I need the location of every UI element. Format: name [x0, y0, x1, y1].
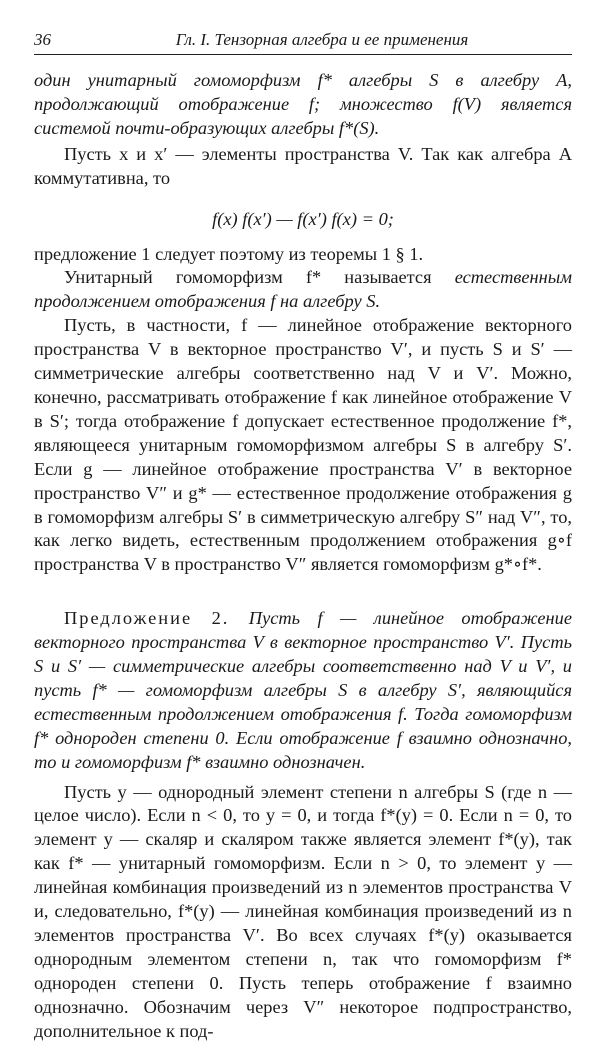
paragraph-proof: Пусть y — однородный элемент степени n алгебры S (где n — целое число). Если n < 0, то y = 0, и тогда f*(y) = 0. Если n = 0, то элемент y — скаляр и скаляром также является элемент f*(y), так как f* — унитарный гомоморфизм. Если n > 0, то элемент y — линейная комбинация произведений из n элементов пространства V и, следовательно, f*(y) — линейная комбинация произведений из n элементов пространства V′. Во всех случаях f*(y) оказывается однородным элементом степени n, так что гомоморфизм f* однороден степени 0. Пусть теперь отображение f взаимно однозначно. Обозначим через V″ некоторое подпространство, дополнительное к под- — [34, 781, 572, 1041]
page-number: 36 — [34, 30, 51, 49]
formula: f(x) f(x′) — f(x′) f(x) = 0; — [212, 208, 394, 229]
paragraph-4: Унитарный гомоморфизм f* называется естественным продолжением отображения f на алгебру S. — [34, 267, 572, 312]
paragraph-3: предложение 1 следует поэтому из теоремы 1 § 1. — [34, 243, 424, 264]
proposition-label: Предложение 2. — [64, 608, 249, 629]
chapter-title: Гл. I. Тензорная алгебра и ее применения — [175, 30, 469, 49]
paragraph-5: Пусть, в частности, f — линейное отображение векторного пространства V в векторное пространство V′, и пусть S и S′ — симметрические алгебры соответственно над V и V′. Можно, конечно, рассматривать отображение f как линейное отображение V в S′; тогда отображение f допускает естественное продолжение f*, являющееся унитарным гомоморфизмом алгебры S в алгебру S′. Если g — линейное отображение пространства V′ в векторное пространство V″ и g* — естественное продолжение отображения g в гомоморфизм алгебры S′ в симметрическую алгебру S″ над V″, то, как легко видеть, естественным продолжением отображения g∘f пространства V в пространство V″ является гомоморфизм g*∘f*. — [34, 315, 572, 575]
proposition-2 — [34, 607, 572, 774]
paragraph-2: Пусть x и x′ — элементы пространства V. Так как алгебра A коммутативна, то — [34, 143, 572, 188]
paragraph-1: один унитарный гомоморфизм f* алгебры S в алгебру A, продолжающий отображение f; множество f(V) является системой почти-образующих алгебры f*(S). — [34, 70, 572, 138]
proposition-text: Пусть f — линейное отображение векторного пространства V в векторное пространство V′. Пусть S и S′ — симметрические алгебры соответственно над V и V′, и пусть f* — гомоморфизм алгебры S в алгебру S′, являющийся естественным продолжением отображения f. Тогда гомоморфизм f* однороден степени 0. Если отображение f взаимно однозначно, то и гомоморфизм f* взаимно однозначен. — [34, 608, 572, 772]
running-header — [34, 30, 572, 55]
